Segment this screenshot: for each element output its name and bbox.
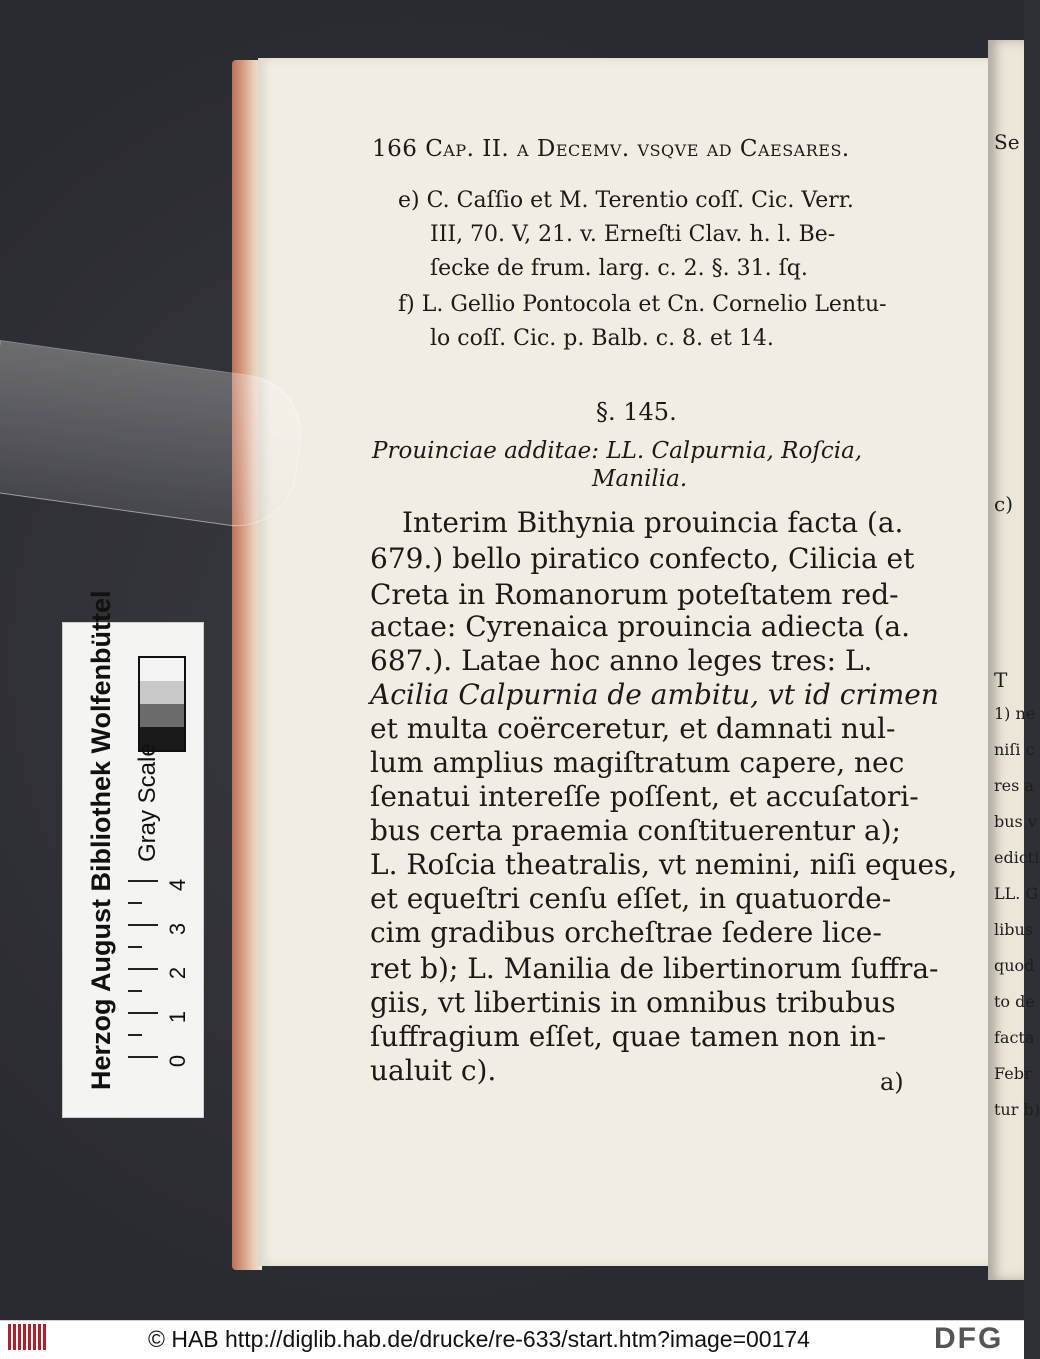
copyright-link[interactable]: © HAB http://diglib.hab.de/drucke/re-633/start.htm?image=00174 [148, 1326, 810, 1352]
ruler-tick [128, 990, 142, 992]
body-line: Creta in Romanorum poteſtatem red- [370, 578, 899, 611]
next-page-text: to de [994, 992, 1035, 1011]
ruler-number: 3 [165, 922, 191, 936]
ruler-number: 1 [165, 1010, 191, 1024]
body-line: cim gradibus orcheſtrae ſedere lice- [370, 916, 882, 949]
body-line: lum amplius magiſtratum capere, nec [370, 746, 905, 779]
next-page-text: 1) ne [994, 704, 1036, 723]
body-line: ualuit c). [370, 1054, 497, 1087]
body-line: ſuffragium eſſet, quae tamen non in- [370, 1020, 887, 1053]
next-page [988, 40, 1040, 1280]
body-line: Interim Bithynia prouincia facta (a. [402, 506, 904, 539]
body-line: ſenatui intereſſe poſſent, et accuſatori- [370, 780, 919, 813]
ruler-number: 4 [165, 878, 191, 892]
ruler-tick [128, 1056, 158, 1058]
body-line: L. Roſcia theatralis, vt nemini, niſi eques, [370, 848, 958, 881]
ruler-tick [128, 968, 158, 970]
next-page-text: libus [994, 920, 1033, 939]
next-page-text: T [994, 668, 1008, 692]
section-title: Prouinciae additae: LL. Calpurnia, Roſcia, [372, 438, 863, 464]
body-line: Acilia Calpurnia de ambitu, vt id crimen [370, 678, 939, 711]
footnote-line: e) C. Caſſio et M. Terentio coſſ. Cic. Verr. [398, 188, 854, 213]
ruler-tick [128, 1012, 158, 1014]
footnote-line: III, 70. V, 21. v. Erneſti Clav. h. l. Be- [430, 222, 836, 247]
body-line: et equeſtri cenſu eſſet, in quatuorde- [370, 882, 892, 915]
gray-swatch [140, 681, 184, 704]
ruler-tick [128, 902, 142, 904]
body-line: et multa coërceretur, et damnati nul- [370, 712, 896, 745]
next-page-text: bus v [994, 812, 1037, 831]
gray-swatch [140, 658, 184, 681]
dfg-logo: DFG [934, 1322, 1004, 1355]
running-header: 166 Cap. II. a Decemv. vsqve ad Caesares. [372, 136, 850, 162]
ruler [128, 872, 191, 1092]
ruler-tick [128, 924, 158, 926]
body-line: giis, vt libertinis in omnibus tribubus [370, 986, 896, 1019]
body-line: bus certa praemia conſtituerentur a); [370, 814, 901, 847]
body-line: actae: Cyrenaica prouincia adiecta (a. [370, 610, 910, 643]
section-number: §. 145. [596, 398, 677, 426]
next-page-text: edicti [994, 848, 1040, 867]
ruler-tick [128, 880, 158, 882]
gray-scale-label: Gray Scale [134, 743, 161, 862]
next-page-text: quod [994, 956, 1035, 975]
next-page-text: c) [994, 492, 1014, 516]
section-title: Manilia. [592, 466, 688, 492]
next-page-text: Febr [994, 1064, 1032, 1083]
hab-logo-icon [8, 1324, 48, 1350]
footnote-line: ſecke de frum. larg. c. 2. §. 31. ſq. [430, 256, 808, 281]
gray-swatches [138, 656, 186, 752]
next-page-text: LL. G [994, 884, 1039, 903]
footnote-line: lo coſſ. Cic. p. Balb. c. 8. et 14. [430, 326, 774, 351]
footnote-line: f) L. Gellio Pontocola et Cn. Cornelio Lentu- [398, 292, 887, 317]
next-page-text: facta [994, 1028, 1035, 1047]
ruler-tick [128, 1034, 142, 1036]
catchword: a) [880, 1068, 904, 1096]
body-line: ret b); L. Manilia de libertinorum ſuffra- [370, 952, 939, 985]
next-page-text: niſi c [994, 740, 1035, 759]
body-line: 687.). Latae hoc anno leges tres: L. [370, 644, 873, 677]
next-page-text: Se [994, 130, 1020, 154]
gray-swatch [140, 704, 184, 727]
next-page-text: res a [994, 776, 1034, 795]
institution-label: Herzog August Bibliothek Wolfenbüttel [86, 590, 116, 1090]
ruler-tick [128, 946, 142, 948]
ruler-number: 0 [165, 1054, 191, 1068]
next-page-text: tur b) [994, 1100, 1040, 1119]
ruler-number: 2 [165, 966, 191, 980]
body-line: 679.) bello piratico confecto, Cilicia et [370, 542, 915, 575]
